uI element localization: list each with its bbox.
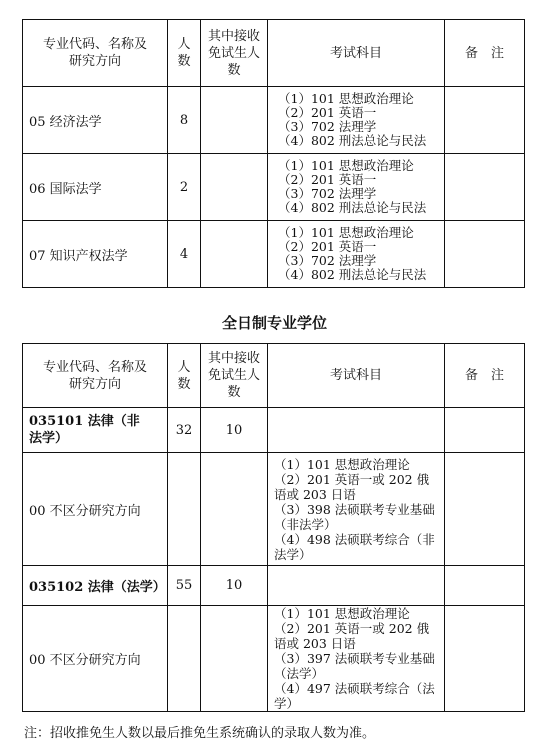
table-header-row: [23, 344, 525, 408]
remark-cell: [445, 154, 525, 221]
exam-subjects: [268, 87, 445, 154]
exempt-count: [201, 154, 268, 221]
subject-item: （2）201 英语一或 202 俄语或 203 日语: [274, 621, 430, 651]
table-row: [23, 453, 525, 566]
exempt-count: [201, 87, 268, 154]
exam-subjects: [268, 154, 445, 221]
enroll-count: 32: [168, 408, 201, 453]
subject-item: （3）702 法理学: [278, 186, 377, 201]
header-remark: 备 注: [445, 20, 525, 87]
footnote: 注：招收推免生人数以最后推免生系统确认的录取人数为准。: [24, 726, 376, 741]
remark-cell: [445, 453, 525, 566]
major-name: 06 国际法学: [23, 154, 168, 221]
header-major: 专业代码、名称及研究方向: [23, 344, 168, 408]
subject-item: （2）201 英语一或 202 俄语或 203 日语: [274, 471, 430, 502]
enroll-count: 2: [168, 154, 201, 221]
subject-item: （3）398 法硕联考专业基础（非法学）: [274, 501, 435, 532]
subject-item: （4）498 法硕联考综合（非法学）: [274, 531, 435, 562]
subject-item: （2）201 英语一: [278, 105, 377, 120]
table-row: [23, 87, 525, 154]
exempt-count: [201, 606, 268, 712]
remark-cell: [445, 408, 525, 453]
exam-subjects: [268, 408, 445, 453]
section-title: 全日制专业学位: [221, 314, 327, 332]
subject-item: （1）101 思想政治理论: [278, 91, 414, 106]
remark-cell: [445, 221, 525, 288]
exam-subjects: [268, 221, 445, 288]
subject-item: （1）101 思想政治理论: [274, 606, 410, 621]
header-remark: 备 注: [445, 344, 525, 408]
table-row: [23, 408, 525, 453]
major-name: 05 经济法学: [23, 87, 168, 154]
subject-item: （4）802 刑法总论与民法: [278, 267, 427, 282]
subject-item: （1）101 思想政治理论: [274, 456, 410, 472]
subject-item: （1）101 思想政治理论: [278, 158, 414, 173]
table-row: [23, 566, 525, 606]
header-subjects: 考试科目: [268, 344, 445, 408]
header-count: 人数: [168, 20, 201, 87]
direction-name: 00 不区分研究方向: [23, 606, 168, 712]
direction-name: 00 不区分研究方向: [23, 453, 168, 566]
remark-cell: [445, 606, 525, 712]
header-major: 专业代码、名称及研究方向: [23, 20, 168, 87]
exam-subjects: [268, 606, 445, 712]
major-name: 035101 法律（非法学）: [23, 408, 168, 453]
subject-item: （4）802 刑法总论与民法: [278, 133, 427, 148]
table-row: [23, 154, 525, 221]
subject-item: （4）802 刑法总论与民法: [278, 200, 427, 215]
table-row: [23, 606, 525, 712]
header-count: 人数: [168, 344, 201, 408]
header-subjects: 考试科目: [268, 20, 445, 87]
exempt-count: 10: [201, 408, 268, 453]
enroll-count: 8: [168, 87, 201, 154]
enroll-count: [168, 453, 201, 566]
table-professional: [22, 343, 525, 712]
major-name: 035102 法律（法学）: [23, 566, 168, 606]
exempt-count: [201, 221, 268, 288]
enroll-count: 55: [168, 566, 201, 606]
subject-item: （3）702 法理学: [278, 119, 377, 134]
enroll-count: [168, 606, 201, 712]
table-academic: [22, 19, 525, 288]
header-exempt: 其中接收免试生人数: [201, 20, 268, 87]
major-name: 07 知识产权法学: [23, 221, 168, 288]
remark-cell: [445, 566, 525, 606]
exempt-count: 10: [201, 566, 268, 606]
table-header-row: [23, 20, 525, 87]
header-exempt: 其中接收免试生人数: [201, 344, 268, 408]
exam-subjects: [268, 453, 445, 566]
subject-item: （2）201 英语一: [278, 172, 377, 187]
remark-cell: [445, 87, 525, 154]
table-row: [23, 221, 525, 288]
subject-item: （2）201 英语一: [278, 239, 377, 254]
subject-item: （1）101 思想政治理论: [278, 225, 414, 240]
subject-item: （4）497 法硕联考综合（法学）: [274, 681, 435, 711]
subject-item: （3）397 法硕联考专业基础（法学）: [274, 651, 435, 681]
exempt-count: [201, 453, 268, 566]
enroll-count: 4: [168, 221, 201, 288]
exam-subjects: [268, 566, 445, 606]
subject-item: （3）702 法理学: [278, 253, 377, 268]
